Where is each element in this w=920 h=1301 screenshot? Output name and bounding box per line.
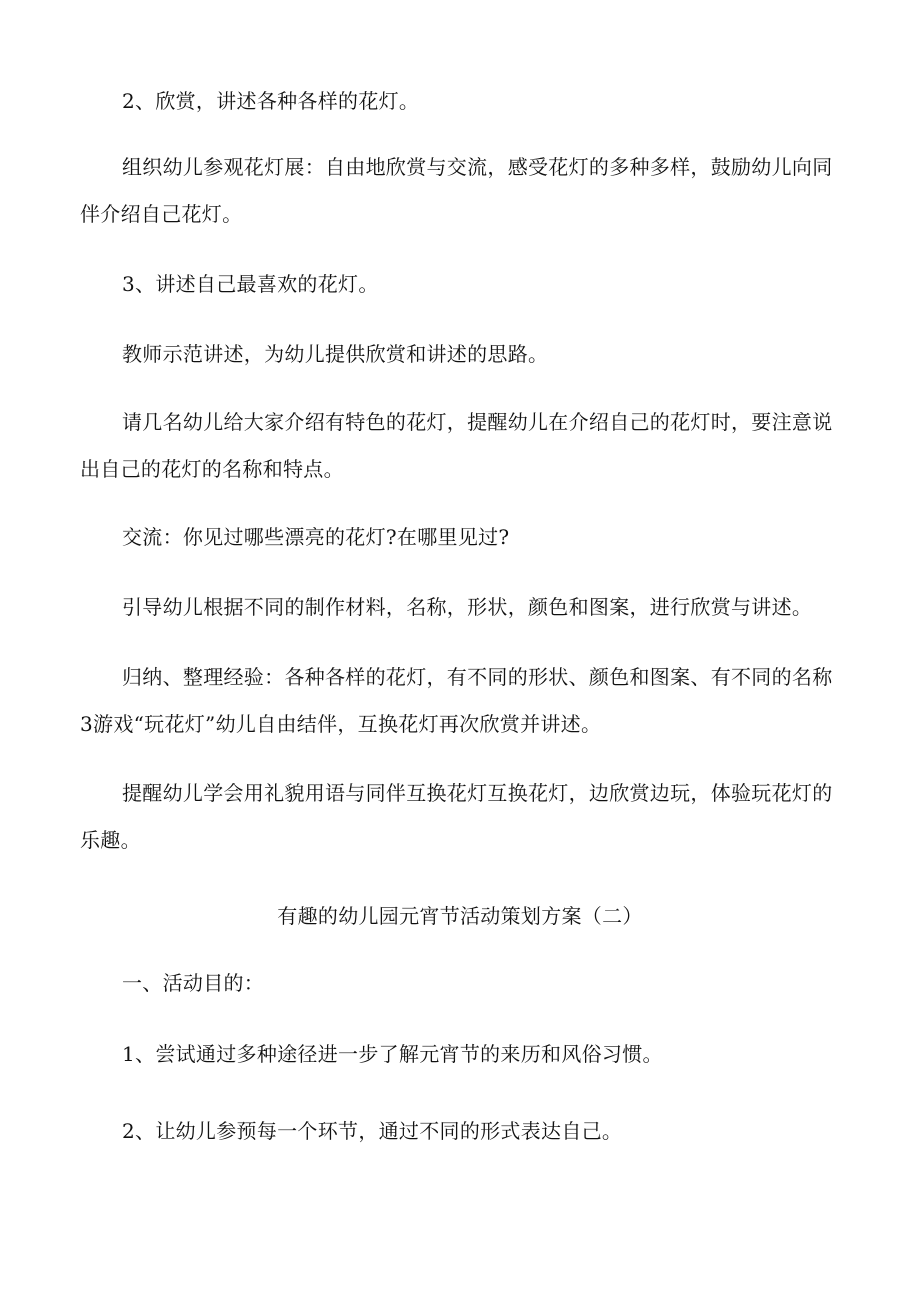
paragraph-guide-children: 引导幼儿根据不同的制作材料，名称，形状，颜色和图案，进行欣赏与讲述。 xyxy=(122,595,813,619)
paragraph-exchange-question: 交流：你见过哪些漂亮的花灯?在哪里见过? xyxy=(122,525,510,549)
paragraph-purpose-item-2: 2、让幼儿参预每一个环节，通过不同的形式表达自己。 xyxy=(122,1119,623,1143)
section-title: 有趣的幼儿园元宵节活动策划方案（二） xyxy=(277,904,643,928)
paragraph-purpose-item-1: 1、尝试通过多种途径进一步了解元宵节的来历和风俗习惯。 xyxy=(122,1042,663,1066)
paragraph-teacher-demo: 教师示范讲述，为幼儿提供欣赏和讲述的思路。 xyxy=(122,342,549,366)
paragraph-lantern-exhibit: 组织幼儿参观花灯展：自由地欣赏与交流，感受花灯的多种多样，鼓励幼儿向同伴介绍自己花灯。 xyxy=(80,155,833,226)
paragraph-children-introduce: 请几名幼儿给大家介绍有特色的花灯，提醒幼儿在介绍自己的花灯时，要注意说出自己的花灯的名称和特点。 xyxy=(80,410,833,481)
paragraph-summarize-experience: 归纳、整理经验：各种各样的花灯，有不同的形状、颜色和图案、有不同的名称3游戏“玩花灯”幼儿自由结伴，互换花灯再次欣赏并讲述。 xyxy=(80,665,833,736)
paragraph-favorite-heading: 3、讲述自己最喜欢的花灯。 xyxy=(122,272,379,296)
paragraph-activity-purpose-heading: 一、活动目的： xyxy=(122,971,265,995)
paragraph-appreciate-heading: 2、欣赏，讲述各种各样的花灯。 xyxy=(122,89,420,113)
paragraph-remind-children: 提醒幼儿学会用礼貌用语与同伴互换花灯互换花灯，边欣赏边玩，体验玩花灯的乐趣。 xyxy=(80,781,833,852)
